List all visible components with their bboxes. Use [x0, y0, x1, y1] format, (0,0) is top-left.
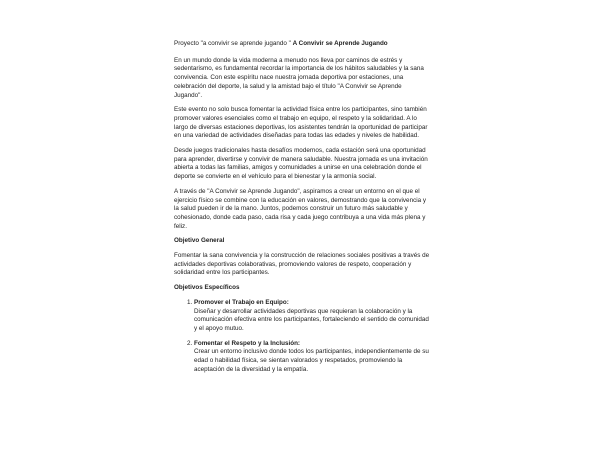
- list-item-text: Crear un entorno inclusivo donde todos los participantes, independientemente de su edad o habilidad física, se sientan valorados y respetados, promoviendo la aceptación de la diversidad y la empatía.: [194, 348, 429, 373]
- list-item-title: 2. Fomentar el Respeto y la Inclusión:: [194, 339, 301, 347]
- intro-paragraph-2: Este evento no solo busca fomentar la actividad física entre los participantes, sino también promover valores esenciales como el trabajo en equipo, el respeto y la solidaridad. A lo largo de diversas estaciones deportivas, los asistentes tendrán la oportunidad de participar en una variedad de actividades diseñadas para todas las edades y niveles de habilidad.: [174, 106, 428, 140]
- specific-objectives-heading: Objetivos Específicos: [174, 284, 240, 292]
- intro-paragraph-4: A través de "A Convivir se Aprende Jugando", aspiramos a crear un entorno en el que el ejercicio físico se combine con la educación en valores, demostrando que la convivencia y la salud pueden ir de la mano. Juntos, podemos construir un futuro más saludable y cohesionado, donde cada paso, cada risa y cada juego contribuya a una vida más plena y feliz.: [174, 187, 427, 230]
- list-item-title: 1. Promover el Trabajo en Equipo:: [194, 298, 289, 306]
- list-item: [194, 299, 430, 334]
- intro-paragraph-1: En un mundo donde la vida moderna a menudo nos lleva por caminos de estrés y sedentarismo, es fundamental recordar la importancia de los hábitos saludables y la sana convivencia. Con este espíritu nace nuestra jornada deportiva por estaciones, una celebración del deporte, la salud y la amistad bajo el título "A Convivir se Aprende Jugando".: [174, 56, 424, 99]
- list-item: [194, 340, 430, 375]
- intro-paragraph-3: Desde juegos tradicionales hasta desafíos modernos, cada estación será una oportunidad para aprender, divertirse y convivir de manera saludable. Nuestra jornada es una invitación abierta a todas las familias, amigos y comunidades a unirse en una celebración donde el deporte se convierte en el vehículo para el bienestar y la armonía social.: [174, 147, 428, 181]
- general-objective-heading: Objetivo General: [174, 237, 225, 245]
- title-prefix: Proyecto "a convivir se aprende jugando ": [174, 40, 291, 47]
- general-objective-text: Fomentar la sana convivencia y la construcción de relaciones sociales positivas a través de actividades deportivas colaborativas, promoviendo valores de respeto, cooperación y solidaridad entre los participantes.: [174, 252, 430, 277]
- specific-objectives-list: [174, 299, 430, 375]
- list-item-text: Diseñar y desarrollar actividades deportivas que requieran la colaboración y la comunicación efectiva entre los participantes, fortaleciendo el sentido de comunidad y el apoyo mutuo.: [194, 307, 429, 332]
- document-title: [174, 40, 430, 49]
- title-bold: A Convivir se Aprende Jugando: [292, 40, 388, 47]
